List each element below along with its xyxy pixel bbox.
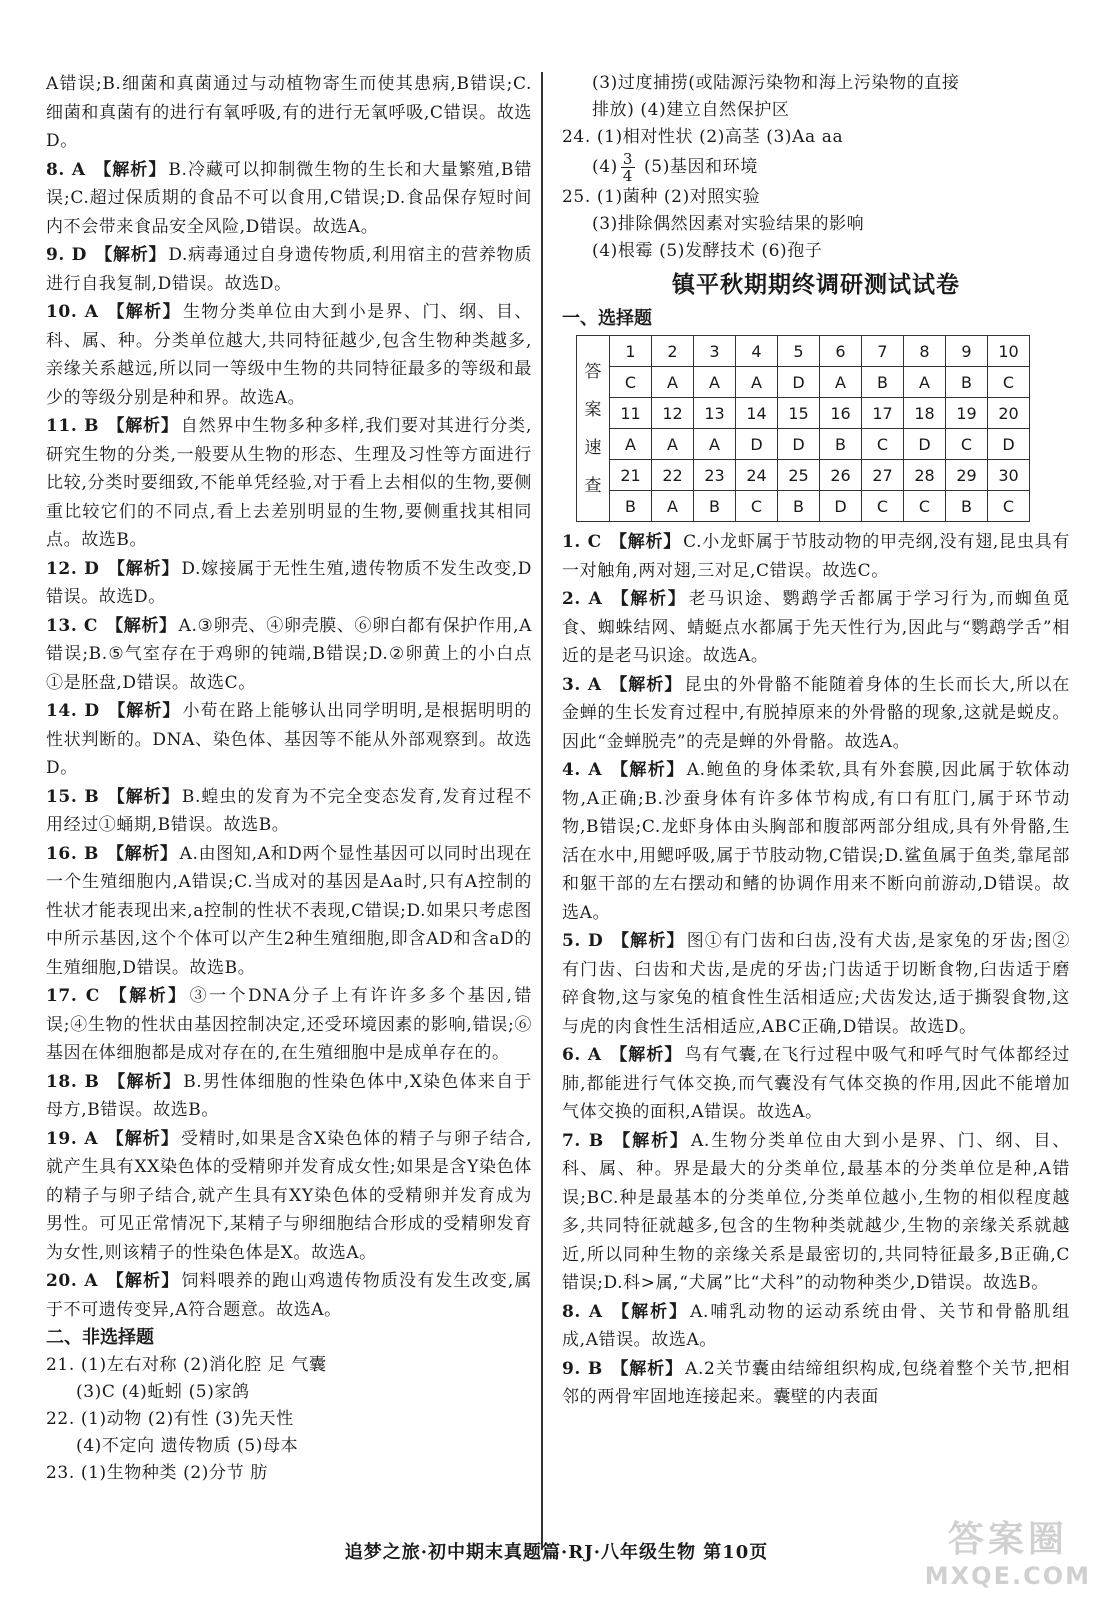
question-number-cell: 8 bbox=[904, 336, 946, 367]
explanation-entry bbox=[562, 927, 1070, 1041]
explanation-text: A.2关节囊由结缔组织构成,包绕着整个关节,把相邻的两骨牢固地连接起来。囊壁的内表面 bbox=[562, 1358, 1070, 1407]
column-divider bbox=[541, 72, 543, 1550]
explanation-text: A错误;B.细菌和真菌通过与动植物寄生而使其患病,B错误;C.细菌和真菌有的进行有氧呼吸,有的进行无氧呼吸,C错误。故选D。 bbox=[46, 74, 532, 151]
question-number-cell: 1 bbox=[610, 336, 652, 367]
answer-line: 25. (1)菌种 (2)对照实验 bbox=[562, 187, 761, 207]
explanation-text: A.哺乳动物的运动系统由骨、关节和骨骼肌组成,A错误。故选A。 bbox=[562, 1301, 1070, 1350]
answer-line bbox=[562, 151, 1070, 184]
explanation-text: C.小龙虾属于节肢动物的甲壳纲,没有翅,昆虫具有一对触角,两对翅,三对足,C错误。故选C。 bbox=[562, 532, 1070, 581]
explanation-text: 老马识途、鹦鹉学舌都属于学习行为,而蜘鱼觅食、蜘蛛结网、蜻蜓点水都属于先天性行为,因此与“鹦鹉学舌”相近的是老马识途。故选A。 bbox=[562, 589, 1070, 666]
explanation-text: A.生物分类单位由大到小是界、门、纲、目、科、属、种。界是最大的分类单位,最基本的分类单位是种,A错误;BC.种是最基本的分类单位,分类单位越小,生物的相似程度越多,共同特征就越多,包含的生物种类就越少,生物的亲缘关系就越近,所以同种生物的亲缘关系是最密切的,共同特征最多,B正确,C错误;D.科>属,“犬属”比“犬科”的动物种类少,D错误。故选B。 bbox=[562, 1130, 1070, 1293]
question-number-cell: 6 bbox=[820, 336, 862, 367]
explanation-text: 小荀在路上能够认出同学明明,是根据明明的性状判断的。DNA、染色体、基因等不能从外部观察到。故选D。 bbox=[46, 701, 532, 778]
answer-cell: C bbox=[946, 429, 988, 460]
question-number: 15. B bbox=[46, 786, 100, 807]
answer-cell: A bbox=[904, 367, 946, 398]
question-number: 3. A bbox=[562, 674, 602, 695]
explanation-entry bbox=[46, 612, 532, 698]
right-explanations bbox=[562, 528, 1070, 1412]
explanation-text: A.由图知,A和D两个显性基因可以同时出现在一个生殖细胞内,A错误;C.当成对的基因是Aa时,只有A控制的性状才能表现出来,a控制的性状不表现,C错误;D.如果只考虑图中所示基因,这个个体可以产生2种生殖细胞,即含AD和含aD的生殖细胞,D错误。故选B。 bbox=[46, 843, 532, 978]
fraction bbox=[621, 151, 635, 184]
answer-line: 24. (1)相对性状 (2)高茎 (3)Aa aa bbox=[562, 127, 844, 147]
section-title-choice: 一、选择题 bbox=[562, 308, 652, 329]
question-number-cell: 20 bbox=[988, 398, 1030, 429]
analysis-tag: 【解析】 bbox=[107, 843, 178, 864]
explanation-text: 图①有门齿和臼齿,没有犬齿,是家兔的牙齿;图②有门齿、臼齿和犬齿,是虎的牙齿;门齿适于切断食物,臼齿适于磨碎食物,这与家兔的植食性生活相适应;犬齿发达,适于撕裂食物,这与虎的肉食性生活相适应,ABC正确,D错误。故选D。 bbox=[562, 931, 1070, 1037]
answer-line: 21. (1)左右对称 (2)消化腔 足 气囊 bbox=[46, 1355, 327, 1375]
answer-cell: B bbox=[778, 491, 820, 522]
question-number: 19. A bbox=[46, 1128, 99, 1149]
answer-cell: A bbox=[820, 367, 862, 398]
analysis-tag: 【解析】 bbox=[610, 674, 683, 695]
explanation-text: A.鲍鱼的身体柔软,具有外套膜,因此属于软体动物,A正确;B.沙蚕身体有许多体节构成,有口有肛门,属于环节动物,B错误;C.龙虾身体由头胸部和腹部两部分组成,具有外骨骼,生活在水中,用鳃呼吸,属于节肢动物,C错误;D.鲨鱼属于鱼类,靠尾部和躯干部的左右摆动和鳍的协调作用来不断向前游动,D错误。故选A。 bbox=[562, 760, 1070, 923]
explanation-entry bbox=[46, 783, 532, 840]
question-number-cell: 3 bbox=[694, 336, 736, 367]
explanation-text: 受精时,如果是含X染色体的精子与卵子结合,就产生具有XX染色体的受精卵并发育成女性;如果是含Y染色体的精子与卵子结合,就产生具有XY染色体的受精卵并发育成为男性。可见正常情况下,某精子与卵细胞结合形成的受精卵发育为女性,则该精子的性染色体是X。故选A。 bbox=[46, 1128, 532, 1263]
q24-part4-label: (4) bbox=[592, 157, 618, 177]
exam-title: 镇平秋期期终调研测试试卷 bbox=[672, 271, 960, 298]
answer-cell: C bbox=[610, 367, 652, 398]
answer-cell: A bbox=[652, 429, 694, 460]
explanation-text: B.男性体细胞的性染色体中,X染色体来自于母方,B错误。故选B。 bbox=[46, 1071, 532, 1120]
question-number: 9. D bbox=[46, 245, 87, 265]
question-number: 17. C bbox=[46, 986, 100, 1006]
explanation-text: A.③卵壳、④卵壳膜、⑥卵白都有保护作用,A错误;B.⑤气室存在于鸡卵的钝端,B错误;D.②卵黄上的小白点①是胚盘,D错误。故选C。 bbox=[46, 615, 532, 693]
question-number: 8. A bbox=[46, 159, 86, 180]
answer-line: 排放) (4)建立自然保护区 bbox=[592, 100, 790, 120]
question-number: 4. A bbox=[562, 760, 603, 780]
answer-line: (3)过度捕捞(或陆源污染物和海上污染物的直接 bbox=[592, 73, 960, 93]
question-number-cell: 26 bbox=[820, 460, 862, 491]
watermark-url: MXQE.COM bbox=[924, 1562, 1091, 1590]
answer-cell: D bbox=[904, 429, 946, 460]
section-title-nonchoice: 二、非选择题 bbox=[46, 1327, 154, 1348]
explanation-entry bbox=[46, 1125, 532, 1268]
answer-cell: B bbox=[946, 491, 988, 522]
page-footer: 追梦之旅·初中期末真题篇·RJ·八年级生物 第10页 bbox=[344, 1542, 769, 1563]
explanation-entry bbox=[46, 1267, 532, 1324]
analysis-tag: 【解析】 bbox=[611, 1358, 684, 1379]
answer-cell: B bbox=[820, 429, 862, 460]
question-number-cell: 17 bbox=[862, 398, 904, 429]
explanation-text: 鸟有气囊,在飞行过程中吸气和呼气时气体都经过肺,都能进行气体交换,而气囊没有气体交换的作用,因此不能增加气体交换的面积,A错误。故选A。 bbox=[562, 1045, 1070, 1122]
question-number-cell: 2 bbox=[652, 336, 694, 367]
question-number-cell: 28 bbox=[904, 460, 946, 491]
question-number-cell: 21 bbox=[610, 460, 652, 491]
explanation-text: 生物分类单位由大到小是界、门、纲、目、科、属、种。分类单位越大,共同特征越少,包含生物种类越多,亲缘关系越远,所以同一等级中生物的共同特征最多的等级和最少的等级分别是种和界。故选A。 bbox=[46, 302, 532, 408]
explanation-text: D.病毒通过自身遗传物质,利用宿主的营养物质进行自我复制,D错误。故选D。 bbox=[46, 245, 533, 294]
answer-cell: D bbox=[988, 429, 1030, 460]
analysis-tag: 【解析】 bbox=[94, 159, 167, 180]
explanation-entry bbox=[46, 555, 532, 612]
answer-cell: B bbox=[694, 491, 736, 522]
analysis-tag: 【解析】 bbox=[107, 302, 181, 322]
explanation-entry bbox=[562, 756, 1070, 927]
answer-cell: D bbox=[778, 429, 820, 460]
answer-line: 23. (1)生物种类 (2)分节 肪 bbox=[46, 1463, 268, 1483]
question-number-cell: 19 bbox=[946, 398, 988, 429]
question-number-cell: 29 bbox=[946, 460, 988, 491]
analysis-tag: 【解析】 bbox=[107, 558, 180, 579]
answer-cell: A bbox=[694, 367, 736, 398]
left-column bbox=[46, 70, 532, 1487]
watermark-text: 答案圈 bbox=[947, 1519, 1068, 1560]
question-number: 11. B bbox=[46, 416, 100, 436]
analysis-tag: 【解析】 bbox=[613, 1130, 689, 1151]
answer-cell: A bbox=[736, 367, 778, 398]
question-number-cell: 30 bbox=[988, 460, 1030, 491]
question-number: 14. D bbox=[46, 701, 100, 721]
question-number: 18. B bbox=[46, 1071, 100, 1092]
explanation-text: 自然界中生物多种多样,我们要对其进行分类,研究生物的分类,一般要从生物的形态、生理及习性等方面进行比较,分类时要细致,不能单凭经验,对于看上去相似的生物,要侧重比较它们的不同点,看上去差别明显的生物,要侧重找其相同点。故选B。 bbox=[46, 416, 532, 550]
answer-table-label-text: 答案速查 bbox=[584, 361, 602, 496]
analysis-tag: 【解析】 bbox=[609, 532, 682, 552]
right-answers-q25 bbox=[562, 184, 1070, 265]
question-number-cell: 27 bbox=[862, 460, 904, 491]
left-explanations bbox=[46, 70, 532, 1324]
answer-cell: A bbox=[652, 491, 694, 522]
question-number: 12. D bbox=[46, 558, 100, 579]
question-number: 1. C bbox=[562, 532, 602, 552]
right-column bbox=[562, 70, 1070, 1412]
question-number: 16. B bbox=[46, 843, 99, 864]
explanation-entry bbox=[562, 1041, 1070, 1127]
answer-cell: C bbox=[862, 491, 904, 522]
question-number: 20. A bbox=[46, 1271, 99, 1291]
analysis-tag: 【解析】 bbox=[612, 1301, 689, 1322]
answer-cell: C bbox=[988, 367, 1030, 398]
explanation-entry bbox=[562, 671, 1070, 757]
answer-cell: D bbox=[736, 429, 778, 460]
explanation-text: B.冷藏可以抑制微生物的生长和大量繁殖,B错误;C.超过保质期的食品不可以食用,C错误;D.食品保存短时间内不会带来食品安全风险,D错误。故选A。 bbox=[46, 159, 532, 237]
answer-cell: B bbox=[946, 367, 988, 398]
analysis-tag: 【解析】 bbox=[611, 589, 687, 609]
answer-cell: A bbox=[652, 367, 694, 398]
answer-cell: C bbox=[736, 491, 778, 522]
question-number-cell: 11 bbox=[610, 398, 652, 429]
explanation-entry bbox=[562, 1127, 1070, 1298]
right-answers-top bbox=[562, 70, 1070, 151]
question-number-cell: 23 bbox=[694, 460, 736, 491]
answer-line: (3)排除偶然因素对实验结果的影响 bbox=[592, 214, 865, 234]
answer-cell: C bbox=[862, 429, 904, 460]
answer-cell: B bbox=[610, 491, 652, 522]
question-number: 13. C bbox=[46, 615, 99, 636]
answer-line: (4)不定向 遗传物质 (5)母本 bbox=[76, 1436, 299, 1456]
analysis-tag: 【解析】 bbox=[95, 245, 167, 265]
answer-line: (4)根霉 (5)发酵技术 (6)孢子 bbox=[592, 241, 823, 261]
analysis-tag: 【解析】 bbox=[610, 1045, 683, 1065]
answer-cell: A bbox=[694, 429, 736, 460]
explanation-entry bbox=[562, 1355, 1070, 1412]
explanation-entry bbox=[562, 1298, 1070, 1355]
explanation-entry bbox=[46, 697, 532, 783]
analysis-tag: 【解析】 bbox=[106, 1128, 179, 1149]
answer-line: (3)C (4)蚯蚓 (5)家鸽 bbox=[76, 1382, 250, 1402]
answer-cell: D bbox=[778, 367, 820, 398]
question-number-cell: 16 bbox=[820, 398, 862, 429]
left-answers bbox=[46, 1352, 532, 1487]
analysis-tag: 【解析】 bbox=[106, 615, 177, 636]
explanation-text: D.嫁接属于无性生殖,遗传物质不发生改变,D错误。故选D。 bbox=[46, 558, 532, 607]
analysis-tag: 【解析】 bbox=[107, 416, 179, 436]
question-number: 10. A bbox=[46, 302, 99, 322]
explanation-entry bbox=[46, 982, 532, 1068]
question-number-cell: 10 bbox=[988, 336, 1030, 367]
explanation-text: 昆虫的外骨骼不能随着身体的生长而长大,所以在金蝉的生长发育过程中,有脱掉原来的外骨骼的现象,这就是蜕皮。因此“金蝉脱壳”的壳是蝉的外骨骼。故选A。 bbox=[562, 674, 1070, 752]
q24-part5: (5)基因和环境 bbox=[638, 157, 758, 177]
question-number-cell: 9 bbox=[946, 336, 988, 367]
analysis-tag: 【解析】 bbox=[106, 1271, 180, 1291]
question-number: 2. A bbox=[562, 589, 603, 609]
explanation-text: ③一个DNA分子上有许许多多个基因,错误;④生物的性状由基因控制决定,还受环境因素的影响,错误;⑥基因在体细胞都是成对存在的,在生殖细胞中是成单存在的。 bbox=[46, 986, 532, 1063]
question-number-cell: 14 bbox=[736, 398, 778, 429]
explanation-entry bbox=[562, 585, 1070, 671]
question-number-cell: 25 bbox=[778, 460, 820, 491]
answer-line: 22. (1)动物 (2)有性 (3)先天性 bbox=[46, 1409, 294, 1429]
answer-table bbox=[576, 335, 1030, 522]
answer-cell: C bbox=[904, 491, 946, 522]
answer-cell: C bbox=[988, 491, 1030, 522]
analysis-tag: 【解析】 bbox=[612, 931, 685, 951]
answer-cell: B bbox=[862, 367, 904, 398]
question-number-cell: 13 bbox=[694, 398, 736, 429]
answer-table-label bbox=[577, 336, 610, 522]
watermark bbox=[925, 1511, 1091, 1590]
question-number: 6. A bbox=[562, 1045, 602, 1065]
explanation-entry bbox=[46, 1068, 532, 1125]
analysis-tag: 【解析】 bbox=[107, 786, 180, 807]
analysis-tag: 【解析】 bbox=[108, 701, 181, 721]
explanation-entry bbox=[562, 528, 1070, 585]
explanation-entry bbox=[46, 241, 532, 298]
explanation-text: 饲料喂养的跑山鸡遗传物质没有发生改变,属于不可遗传变异,A符合题意。故选A。 bbox=[46, 1271, 532, 1320]
analysis-tag: 【解析】 bbox=[610, 760, 685, 780]
explanation-entry bbox=[46, 840, 532, 983]
question-number-cell: 4 bbox=[736, 336, 778, 367]
question-number: 5. D bbox=[562, 931, 604, 951]
analysis-tag: 【解析】 bbox=[108, 1071, 182, 1092]
question-number-cell: 24 bbox=[736, 460, 778, 491]
analysis-tag: 【解析】 bbox=[109, 986, 188, 1006]
explanation-text: B.蝗虫的发育为不完全变态发育,发育过程不用经过①蛹期,B错误。故选B。 bbox=[46, 786, 532, 835]
explanation-entry bbox=[46, 70, 532, 156]
question-number-cell: 7 bbox=[862, 336, 904, 367]
question-number-cell: 15 bbox=[778, 398, 820, 429]
answer-cell: D bbox=[820, 491, 862, 522]
answer-cell: A bbox=[610, 429, 652, 460]
question-number-cell: 22 bbox=[652, 460, 694, 491]
question-number: 7. B bbox=[562, 1130, 604, 1151]
fraction-numerator: 3 bbox=[622, 150, 634, 168]
explanation-entry bbox=[46, 412, 532, 555]
explanation-entry bbox=[46, 156, 532, 242]
question-number-cell: 12 bbox=[652, 398, 694, 429]
question-number-cell: 18 bbox=[904, 398, 946, 429]
fraction-denominator: 4 bbox=[622, 167, 634, 185]
explanation-entry bbox=[46, 298, 532, 412]
question-number: 9. B bbox=[562, 1358, 603, 1379]
question-number-cell: 5 bbox=[778, 336, 820, 367]
question-number: 8. A bbox=[562, 1301, 603, 1322]
